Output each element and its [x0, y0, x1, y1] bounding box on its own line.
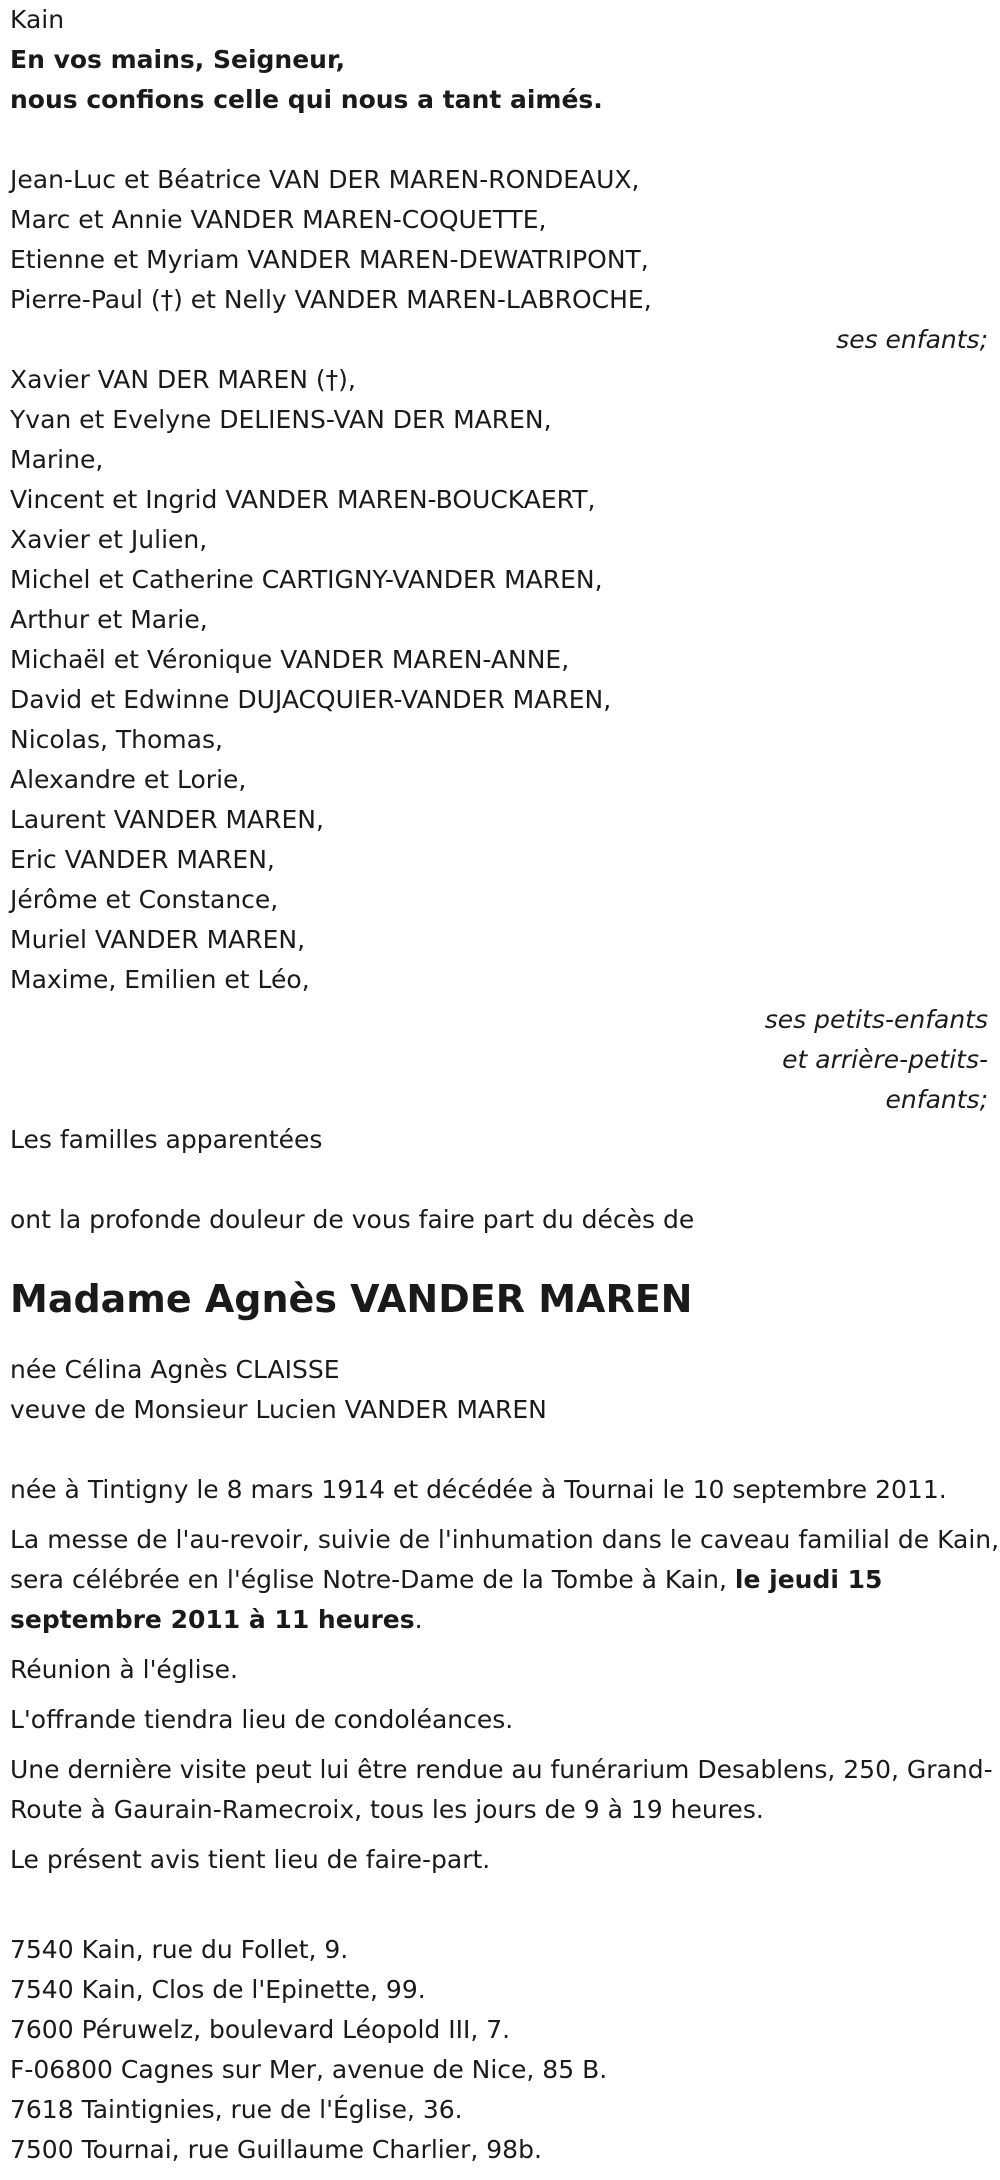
grandchildren-role-3: enfants; — [885, 1085, 988, 1114]
grandchild-entry: Xavier et Julien, — [10, 525, 208, 554]
birth-death-info: née à Tintigny le 8 mars 1914 et décédée à Tournai le 10 septembre 2011. — [10, 1475, 947, 1504]
address-entry: 7600 Péruwelz, boulevard Léopold III, 7. — [10, 2015, 511, 2044]
children-role: ses enfants; — [836, 325, 988, 354]
address-entry: 7540 Kain, Clos de l'Epinette, 99. — [10, 1975, 426, 2004]
grandchild-entry: Laurent VANDER MAREN, — [10, 805, 324, 834]
announcement: ont la profonde douleur de vous faire part du décès de — [10, 1205, 695, 1234]
grandchildren-list — [10, 360, 1000, 1000]
related-families: Les familles apparentées — [10, 1125, 323, 1154]
mass-text: La messe de l'au-revoir, suivie de l'inhumation dans le caveau familial de Kain, sera célébrée en l'église Notre-Dame de la Tombe à Kain, — [10, 1525, 1000, 1594]
grandchild-entry: Michaël et Véronique VANDER MAREN-ANNE, — [10, 645, 570, 674]
grandchild-entry: Eric VANDER MAREN, — [10, 845, 275, 874]
address-entry: 7540 Kain, rue du Follet, 9. — [10, 1935, 349, 1964]
grandchild-entry: Muriel VANDER MAREN, — [10, 925, 306, 954]
notice-info: Le présent avis tient lieu de faire-part. — [10, 1845, 491, 1874]
child-entry: Marc et Annie VANDER MAREN-COQUETTE, — [10, 205, 547, 234]
grandchild-entry: Jérôme et Constance, — [10, 885, 279, 914]
intro-line-1: En vos mains, Seigneur, — [10, 45, 346, 74]
grandchild-entry: Marine, — [10, 445, 104, 474]
place-name: Kain — [10, 5, 65, 34]
grandchild-entry: Yvan et Evelyne DELIENS-VAN DER MAREN, — [10, 405, 552, 434]
grandchild-entry: Arthur et Marie, — [10, 605, 208, 634]
deceased-name: Madame Agnès VANDER MAREN — [10, 1277, 693, 1321]
grandchild-entry: David et Edwinne DUJACQUIER-VANDER MAREN, — [10, 685, 612, 714]
intro-line-2: nous confions celle qui nous a tant aimés. — [10, 85, 603, 114]
visit-info: Une dernière visite peut lui être rendue au funérarium Desablens, 250, Grand-Route à Gaurain-Ramecroix, tous les jours de 9 à 19 heures. — [10, 1755, 993, 1824]
grandchild-entry: Maxime, Emilien et Léo, — [10, 965, 310, 994]
birth-name: née Célina Agnès CLAISSE — [10, 1355, 340, 1384]
grandchildren-role-1: ses petits-enfants — [764, 1005, 988, 1034]
mass-date: le jeudi 15 septembre 2011 à 11 heures — [10, 1565, 883, 1634]
grandchild-entry: Xavier VAN DER MAREN (†), — [10, 365, 356, 394]
address-entry: 7500 Tournai, rue Guillaume Charlier, 98b. — [10, 2135, 542, 2164]
address-entry: 7618 Taintignies, rue de l'Église, 36. — [10, 2095, 463, 2124]
grandchild-entry: Vincent et Ingrid VANDER MAREN-BOUCKAERT, — [10, 485, 596, 514]
meeting-info: Réunion à l'église. — [10, 1655, 238, 1684]
address-entry: F-06800 Cagnes sur Mer, avenue de Nice, 85 B. — [10, 2055, 608, 2084]
widow-of: veuve de Monsieur Lucien VANDER MAREN — [10, 1395, 547, 1424]
child-entry: Pierre-Paul (†) et Nelly VANDER MAREN-LABROCHE, — [10, 285, 652, 314]
grandchild-entry: Michel et Catherine CARTIGNY-VANDER MAREN, — [10, 565, 603, 594]
grandchild-entry: Nicolas, Thomas, — [10, 725, 223, 754]
child-entry: Jean-Luc et Béatrice VAN DER MAREN-RONDEAUX, — [10, 165, 640, 194]
mass-info — [10, 1520, 1000, 1640]
child-entry: Etienne et Myriam VANDER MAREN-DEWATRIPONT, — [10, 245, 649, 274]
grandchild-entry: Alexandre et Lorie, — [10, 765, 247, 794]
grandchildren-role-2: et arrière-petits- — [782, 1045, 988, 1074]
children-list — [10, 160, 1000, 320]
mass-end: . — [414, 1605, 423, 1634]
offering-info: L'offrande tiendra lieu de condoléances. — [10, 1705, 514, 1734]
addresses-list — [10, 1930, 1000, 2170]
